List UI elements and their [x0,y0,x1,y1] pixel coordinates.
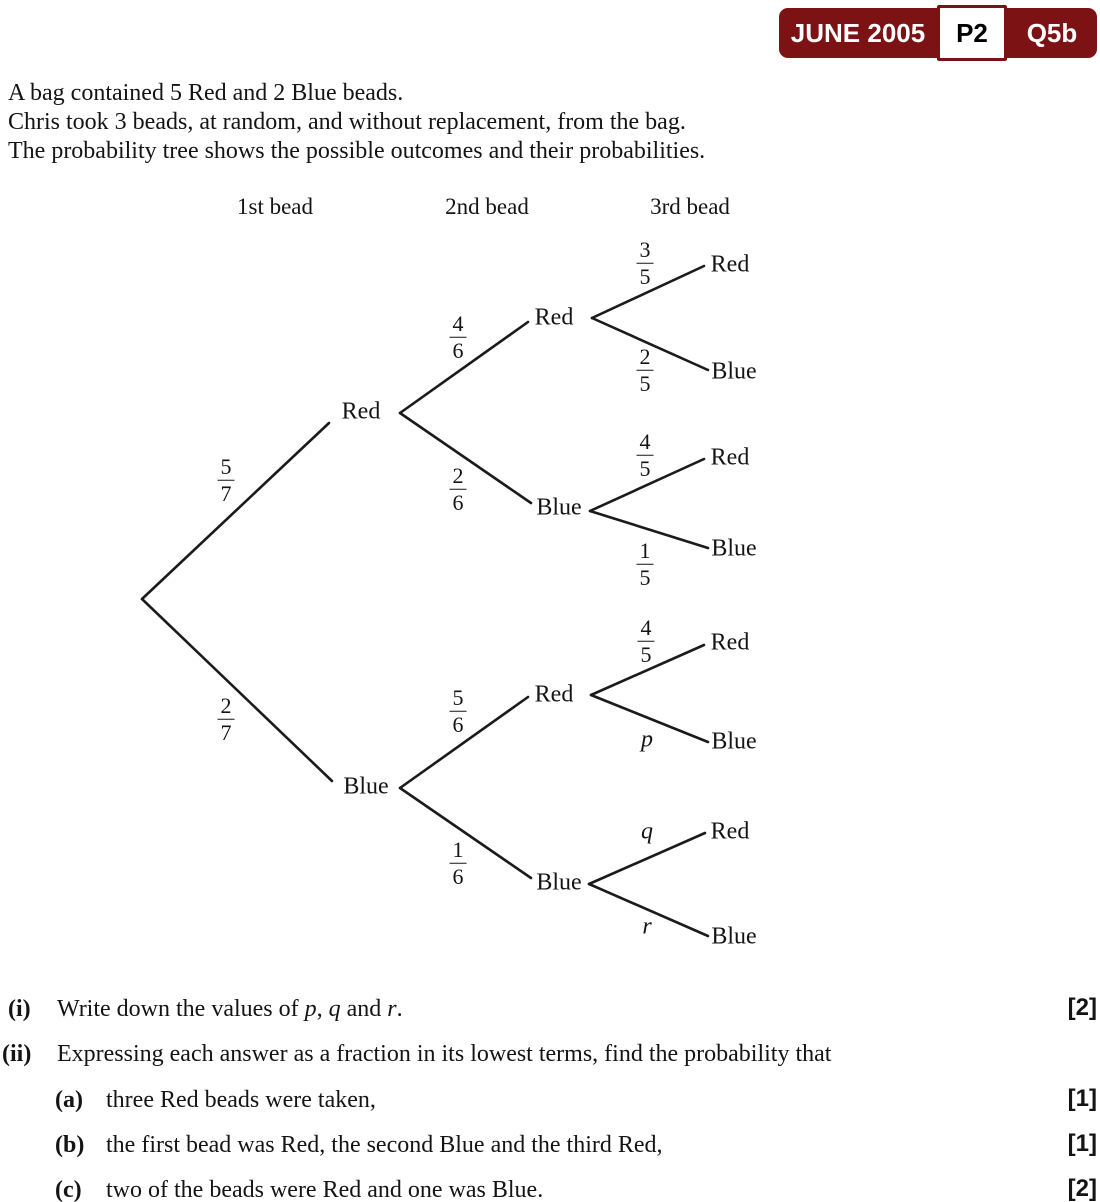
statement-line-1: A bag contained 5 Red and 2 Blue beads. [8,80,404,106]
question-label: (c) [55,1177,82,1202]
tree-leaf-rrr: Red [710,251,750,278]
question-part-ii-a [0,1087,1100,1119]
badge-paper-label: P2 [937,5,1007,61]
tree-leaf-brr: Red [710,629,750,656]
probability-fraction-2-6: $\frac{2}{6}$ [450,464,467,515]
statement-line-2: Chris took 3 beads, at random, and without replacement, from the bag. [8,109,686,135]
marks-badge: [2] [1067,994,1097,1021]
tree-node-blue-red: Red [534,681,574,708]
probability-fraction-3-5: $\frac{3}{5}$ [637,238,654,289]
question-part-i [0,996,1100,1028]
tree-header-1st-bead: 1st bead [236,194,314,219]
question-label: (a) [55,1087,83,1113]
probability-letter-p: p [641,726,653,753]
marks-badge: [2] [1067,1175,1097,1202]
tree-leaf-bbr: Red [710,818,750,845]
probability-fraction-1-6: $\frac{1}{6}$ [450,838,467,889]
probability-fraction-5-7: $\frac{5}{7}$ [218,455,235,506]
question-text: the first bead was Red, the second Blue and the third Red, [106,1132,663,1158]
tree-node-blue: Blue [343,773,389,800]
probability-fraction-4-5-lower: $\frac{4}{5}$ [638,616,655,667]
tree-leaf-brb: Blue [711,728,757,755]
question-label: (i) [8,996,31,1022]
probability-letter-q: q [641,818,653,845]
probability-fraction-2-5: $\frac{2}{5}$ [637,345,654,396]
statement-line-3: The probability tree shows the possible outcomes and their probabilities. [8,138,706,164]
tree-header-3rd-bead: 3rd bead [650,194,730,219]
question-text: two of the beads were Red and one was Blue. [106,1177,544,1202]
badge-session-label: JUNE 2005 [779,8,937,58]
tree-node-red-red: Red [534,304,574,331]
question-part-ii-c [0,1177,1100,1202]
tree-node-red: Red [341,398,381,425]
tree-leaf-rbr: Red [710,444,750,471]
probability-fraction-4-5-upper: $\frac{4}{5}$ [637,430,654,481]
question-part-ii [0,1041,1100,1073]
branch-line [142,599,332,781]
probability-letter-r: r [642,913,652,940]
probability-fraction-1-5: $\frac{1}{5}$ [637,539,654,590]
question-label: (ii) [2,1041,32,1067]
badge-question-label: Q5b [1007,8,1097,58]
tree-node-red-blue: Blue [536,494,582,521]
tree-leaf-rrb: Blue [711,358,757,385]
question-label: (b) [55,1132,85,1158]
tree-header-2nd-bead: 2nd bead [445,194,529,219]
tree-leaf-rbb: Blue [711,535,757,562]
question-text: Write down the values of p, q and r. [57,996,403,1022]
probability-fraction-4-6: $\frac{4}{6}$ [450,312,467,363]
question-text: Expressing each answer as a fraction in its lowest terms, find the probability that [57,1041,832,1067]
tree-node-blue-blue: Blue [536,869,582,896]
question-text: three Red beads were taken, [106,1087,376,1113]
marks-badge: [1] [1067,1085,1097,1112]
branch-line [142,423,329,599]
tree-leaf-bbb: Blue [711,923,757,950]
marks-badge: [1] [1067,1130,1097,1157]
probability-fraction-2-7: $\frac{2}{7}$ [218,694,235,745]
probability-fraction-5-6: $\frac{5}{6}$ [450,686,467,737]
question-part-ii-b [0,1132,1100,1164]
